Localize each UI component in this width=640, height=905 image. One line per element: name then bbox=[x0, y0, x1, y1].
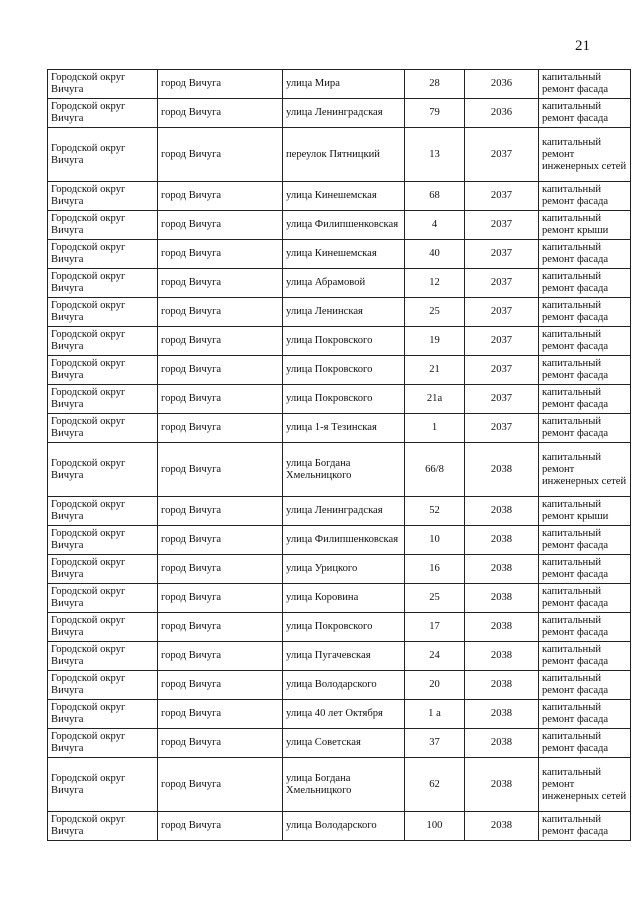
year-cell: 2038 bbox=[465, 700, 539, 729]
town-cell: город Вичуга bbox=[158, 671, 283, 700]
street-cell: улица Володарского bbox=[283, 671, 405, 700]
town-cell: город Вичуга bbox=[158, 584, 283, 613]
district-cell: Городской округ Вичуга bbox=[48, 128, 158, 182]
year-cell: 2037 bbox=[465, 298, 539, 327]
table-row bbox=[48, 298, 631, 327]
year-cell: 2037 bbox=[465, 240, 539, 269]
street-cell: улица Покровского bbox=[283, 613, 405, 642]
street-cell: улица Ленинская bbox=[283, 298, 405, 327]
town-cell: город Вичуга bbox=[158, 240, 283, 269]
table-row bbox=[48, 414, 631, 443]
street-cell: улица Коровина bbox=[283, 584, 405, 613]
district-cell: Городской округ Вичуга bbox=[48, 613, 158, 642]
repair-type-cell: капитальный ремонт инженерных сетей bbox=[539, 758, 631, 812]
district-cell: Городской округ Вичуга bbox=[48, 758, 158, 812]
table-row bbox=[48, 327, 631, 356]
table-row bbox=[48, 729, 631, 758]
year-cell: 2038 bbox=[465, 642, 539, 671]
district-cell: Городской округ Вичуга bbox=[48, 642, 158, 671]
district-cell: Городской округ Вичуга bbox=[48, 269, 158, 298]
table-row bbox=[48, 99, 631, 128]
street-cell: улица Богдана Хмельницкого bbox=[283, 443, 405, 497]
district-cell: Городской округ Вичуга bbox=[48, 497, 158, 526]
house-number-cell: 21 bbox=[405, 356, 465, 385]
street-cell: улица Филипшенковская bbox=[283, 211, 405, 240]
repair-type-cell: капитальный ремонт фасада bbox=[539, 700, 631, 729]
year-cell: 2037 bbox=[465, 182, 539, 211]
repair-type-cell: капитальный ремонт фасада bbox=[539, 182, 631, 211]
town-cell: город Вичуга bbox=[158, 642, 283, 671]
town-cell: город Вичуга bbox=[158, 385, 283, 414]
town-cell: город Вичуга bbox=[158, 700, 283, 729]
table-row bbox=[48, 70, 631, 99]
district-cell: Городской округ Вичуга bbox=[48, 99, 158, 128]
house-number-cell: 16 bbox=[405, 555, 465, 584]
town-cell: город Вичуга bbox=[158, 414, 283, 443]
street-cell: улица Покровского bbox=[283, 356, 405, 385]
street-cell: переулок Пятницкий bbox=[283, 128, 405, 182]
year-cell: 2037 bbox=[465, 356, 539, 385]
house-number-cell: 10 bbox=[405, 526, 465, 555]
house-number-cell: 17 bbox=[405, 613, 465, 642]
year-cell: 2038 bbox=[465, 497, 539, 526]
street-cell: улица Покровского bbox=[283, 385, 405, 414]
repair-type-cell: капитальный ремонт инженерных сетей bbox=[539, 128, 631, 182]
street-cell: улица Ленинградская bbox=[283, 99, 405, 128]
table-row bbox=[48, 613, 631, 642]
repair-type-cell: капитальный ремонт фасада bbox=[539, 584, 631, 613]
street-cell: улица Урицкого bbox=[283, 555, 405, 584]
district-cell: Городской округ Вичуга bbox=[48, 385, 158, 414]
town-cell: город Вичуга bbox=[158, 298, 283, 327]
table-row bbox=[48, 128, 631, 182]
street-cell: улица Советская bbox=[283, 729, 405, 758]
table-row bbox=[48, 526, 631, 555]
page-number: 21 bbox=[575, 38, 590, 54]
year-cell: 2038 bbox=[465, 555, 539, 584]
year-cell: 2036 bbox=[465, 99, 539, 128]
house-number-cell: 1 bbox=[405, 414, 465, 443]
district-cell: Городской округ Вичуга bbox=[48, 70, 158, 99]
table-row bbox=[48, 240, 631, 269]
house-number-cell: 52 bbox=[405, 497, 465, 526]
repair-type-cell: капитальный ремонт фасада bbox=[539, 729, 631, 758]
house-number-cell: 62 bbox=[405, 758, 465, 812]
street-cell: улица Пугачевская bbox=[283, 642, 405, 671]
district-cell: Городской округ Вичуга bbox=[48, 298, 158, 327]
repair-type-cell: капитальный ремонт фасада bbox=[539, 99, 631, 128]
street-cell: улица Покровского bbox=[283, 327, 405, 356]
house-number-cell: 25 bbox=[405, 584, 465, 613]
house-number-cell: 40 bbox=[405, 240, 465, 269]
district-cell: Городской округ Вичуга bbox=[48, 555, 158, 584]
table-row bbox=[48, 443, 631, 497]
year-cell: 2037 bbox=[465, 269, 539, 298]
district-cell: Городской округ Вичуга bbox=[48, 584, 158, 613]
district-cell: Городской округ Вичуга bbox=[48, 671, 158, 700]
town-cell: город Вичуга bbox=[158, 356, 283, 385]
table-row bbox=[48, 211, 631, 240]
table-row bbox=[48, 584, 631, 613]
district-cell: Городской округ Вичуга bbox=[48, 729, 158, 758]
house-number-cell: 4 bbox=[405, 211, 465, 240]
district-cell: Городской округ Вичуга bbox=[48, 356, 158, 385]
house-number-cell: 37 bbox=[405, 729, 465, 758]
street-cell: улица 40 лет Октября bbox=[283, 700, 405, 729]
year-cell: 2038 bbox=[465, 443, 539, 497]
year-cell: 2038 bbox=[465, 758, 539, 812]
table-row bbox=[48, 812, 631, 841]
repair-schedule-table bbox=[47, 69, 631, 841]
street-cell: улица Ленинградская bbox=[283, 497, 405, 526]
house-number-cell: 12 bbox=[405, 269, 465, 298]
house-number-cell: 68 bbox=[405, 182, 465, 211]
table-row bbox=[48, 555, 631, 584]
town-cell: город Вичуга bbox=[158, 729, 283, 758]
street-cell: улица Кинешемская bbox=[283, 240, 405, 269]
town-cell: город Вичуга bbox=[158, 613, 283, 642]
year-cell: 2037 bbox=[465, 385, 539, 414]
table-row bbox=[48, 758, 631, 812]
district-cell: Городской округ Вичуга bbox=[48, 414, 158, 443]
repair-type-cell: капитальный ремонт фасада bbox=[539, 642, 631, 671]
town-cell: город Вичуга bbox=[158, 99, 283, 128]
district-cell: Городской округ Вичуга bbox=[48, 211, 158, 240]
house-number-cell: 20 bbox=[405, 671, 465, 700]
house-number-cell: 28 bbox=[405, 70, 465, 99]
table-row bbox=[48, 269, 631, 298]
repair-type-cell: капитальный ремонт фасада bbox=[539, 555, 631, 584]
repair-type-cell: капитальный ремонт фасада bbox=[539, 327, 631, 356]
year-cell: 2036 bbox=[465, 70, 539, 99]
house-number-cell: 24 bbox=[405, 642, 465, 671]
year-cell: 2038 bbox=[465, 584, 539, 613]
street-cell: улица Кинешемская bbox=[283, 182, 405, 211]
town-cell: город Вичуга bbox=[158, 182, 283, 211]
district-cell: Городской округ Вичуга bbox=[48, 443, 158, 497]
district-cell: Городской округ Вичуга bbox=[48, 812, 158, 841]
house-number-cell: 79 bbox=[405, 99, 465, 128]
table-row bbox=[48, 497, 631, 526]
house-number-cell: 19 bbox=[405, 327, 465, 356]
repair-type-cell: капитальный ремонт фасада bbox=[539, 812, 631, 841]
house-number-cell: 66/8 bbox=[405, 443, 465, 497]
repair-type-cell: капитальный ремонт фасада bbox=[539, 385, 631, 414]
year-cell: 2038 bbox=[465, 812, 539, 841]
town-cell: город Вичуга bbox=[158, 812, 283, 841]
year-cell: 2037 bbox=[465, 211, 539, 240]
repair-type-cell: капитальный ремонт крыши bbox=[539, 497, 631, 526]
street-cell: улица Абрамовой bbox=[283, 269, 405, 298]
repair-type-cell: капитальный ремонт фасада bbox=[539, 356, 631, 385]
repair-type-cell: капитальный ремонт фасада bbox=[539, 526, 631, 555]
year-cell: 2037 bbox=[465, 414, 539, 443]
repair-type-cell: капитальный ремонт фасада bbox=[539, 414, 631, 443]
table-row bbox=[48, 182, 631, 211]
repair-type-cell: капитальный ремонт фасада bbox=[539, 298, 631, 327]
street-cell: улица Богдана Хмельницкого bbox=[283, 758, 405, 812]
repair-type-cell: капитальный ремонт фасада bbox=[539, 70, 631, 99]
house-number-cell: 1 а bbox=[405, 700, 465, 729]
district-cell: Городской округ Вичуга bbox=[48, 700, 158, 729]
year-cell: 2038 bbox=[465, 671, 539, 700]
repair-type-cell: капитальный ремонт фасада bbox=[539, 613, 631, 642]
town-cell: город Вичуга bbox=[158, 526, 283, 555]
town-cell: город Вичуга bbox=[158, 269, 283, 298]
town-cell: город Вичуга bbox=[158, 327, 283, 356]
district-cell: Городской округ Вичуга bbox=[48, 327, 158, 356]
house-number-cell: 25 bbox=[405, 298, 465, 327]
town-cell: город Вичуга bbox=[158, 555, 283, 584]
town-cell: город Вичуга bbox=[158, 211, 283, 240]
town-cell: город Вичуга bbox=[158, 443, 283, 497]
district-cell: Городской округ Вичуга bbox=[48, 182, 158, 211]
street-cell: улица Володарского bbox=[283, 812, 405, 841]
town-cell: город Вичуга bbox=[158, 497, 283, 526]
year-cell: 2037 bbox=[465, 327, 539, 356]
house-number-cell: 13 bbox=[405, 128, 465, 182]
table-row bbox=[48, 642, 631, 671]
table-row bbox=[48, 356, 631, 385]
repair-type-cell: капитальный ремонт крыши bbox=[539, 211, 631, 240]
town-cell: город Вичуга bbox=[158, 70, 283, 99]
street-cell: улица Филипшенковская bbox=[283, 526, 405, 555]
repair-type-cell: капитальный ремонт фасада bbox=[539, 269, 631, 298]
table-row bbox=[48, 671, 631, 700]
town-cell: город Вичуга bbox=[158, 128, 283, 182]
table-row bbox=[48, 700, 631, 729]
year-cell: 2038 bbox=[465, 613, 539, 642]
year-cell: 2037 bbox=[465, 128, 539, 182]
district-cell: Городской округ Вичуга bbox=[48, 526, 158, 555]
street-cell: улица 1-я Тезинская bbox=[283, 414, 405, 443]
town-cell: город Вичуга bbox=[158, 758, 283, 812]
house-number-cell: 100 bbox=[405, 812, 465, 841]
house-number-cell: 21а bbox=[405, 385, 465, 414]
table-row bbox=[48, 385, 631, 414]
street-cell: улица Мира bbox=[283, 70, 405, 99]
repair-type-cell: капитальный ремонт фасада bbox=[539, 671, 631, 700]
repair-type-cell: капитальный ремонт фасада bbox=[539, 240, 631, 269]
district-cell: Городской округ Вичуга bbox=[48, 240, 158, 269]
repair-type-cell: капитальный ремонт инженерных сетей bbox=[539, 443, 631, 497]
year-cell: 2038 bbox=[465, 526, 539, 555]
year-cell: 2038 bbox=[465, 729, 539, 758]
table-body bbox=[48, 70, 631, 841]
